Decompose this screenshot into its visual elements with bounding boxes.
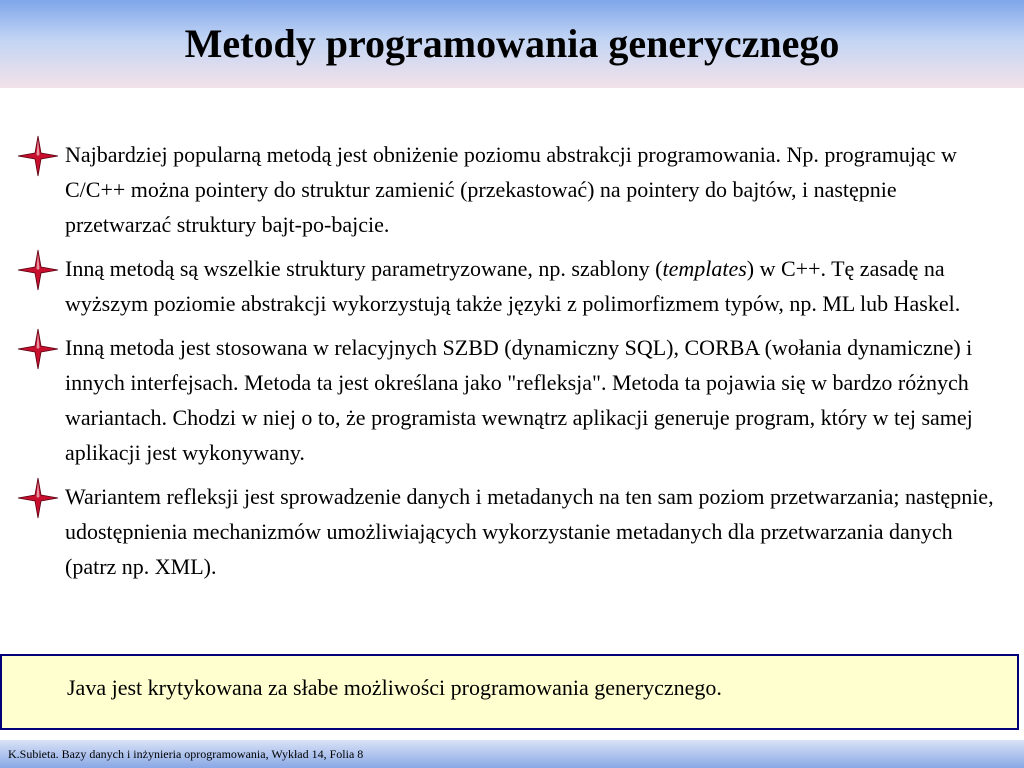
bullet-item bbox=[0, 330, 1024, 470]
text-run: Inną metoda jest stosowana w relacyjnych SZBD (dynamiczny SQL), CORBA (wołania dynamiczne) i innych interfejsach. Metoda ta jest określana jako "refleksja". Metoda ta pojawia się w bardzo różnych wariantach. Chodzi w niej o to, że programista wewnątrz aplikacji generuje program, który w tej samej aplikacji jest wykonywany. bbox=[65, 335, 973, 465]
bullet-text bbox=[65, 256, 960, 316]
footer-text: K.Subieta. Bazy danych i inżynieria oprogramowania, Wykład 14, Folia 8 bbox=[8, 747, 364, 761]
bullet-text bbox=[65, 484, 994, 579]
text-run: Wariantem refleksji jest sprowadzenie danych i metadanych na ten sam poziom przetwarzania; następnie, udostępnienia mechanizmów umożliwiających wykorzystanie metadanych dla przetwarzania danych (patrz np. XML). bbox=[65, 484, 994, 579]
footer-bar bbox=[0, 740, 1024, 768]
star-bullet-icon bbox=[17, 135, 59, 177]
bullet-item bbox=[0, 137, 1024, 242]
star-bullet-icon bbox=[17, 328, 59, 370]
bullet-item bbox=[0, 479, 1024, 584]
bullet-list bbox=[0, 137, 1024, 593]
text-run: Inną metodą są wszelkie struktury parametryzowane, np. szablony ( bbox=[65, 256, 663, 281]
italic-term: templates bbox=[662, 256, 747, 281]
bullet-text bbox=[65, 335, 973, 465]
text-run: Najbardziej popularną metodą jest obniżenie poziomu abstrakcji programowania. Np. programując w C/C++ można pointery do struktur zamienić (przekastować) na pointery do bajtów, i następnie przetwarzać struktury bajt-po-bajcie. bbox=[65, 142, 957, 237]
bullet-item bbox=[0, 251, 1024, 321]
text-run: ) w C++. Tę zasadę na wyższym poziomie abstrakcji wykorzystują także języki z polimorfizmem typów, np. ML lub Haskel. bbox=[65, 256, 961, 316]
slide-title: Metody programowania generycznego bbox=[184, 21, 840, 66]
bullet-text bbox=[65, 142, 957, 237]
note-text: Java jest krytykowana za słabe możliwości programowania generycznego. bbox=[67, 675, 722, 700]
star-bullet-icon bbox=[17, 477, 59, 519]
star-bullet-icon bbox=[17, 249, 59, 291]
highlight-note-box bbox=[0, 654, 1019, 730]
